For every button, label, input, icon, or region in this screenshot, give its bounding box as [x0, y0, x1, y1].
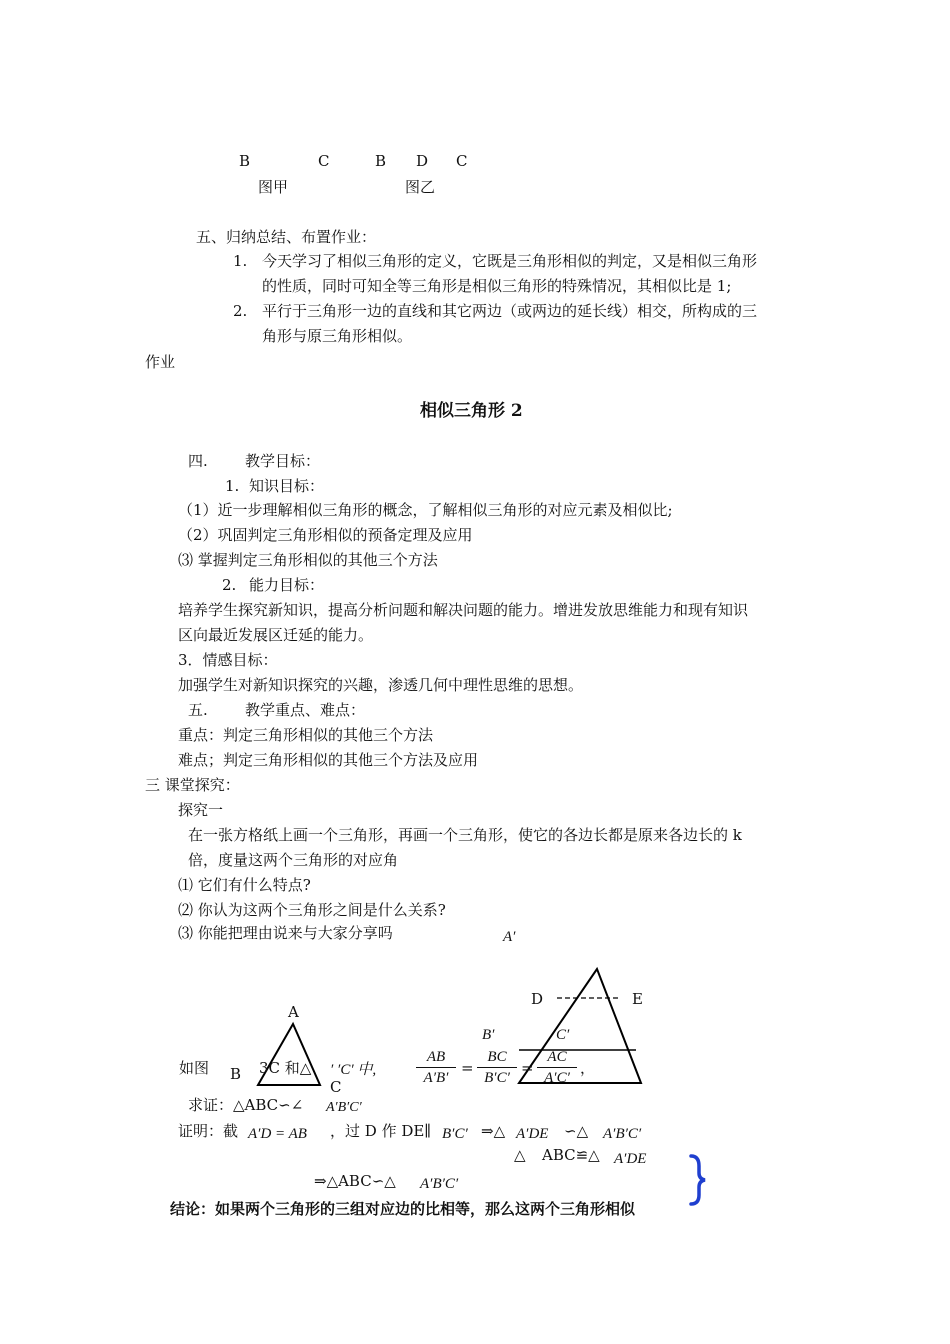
proof-step1-mid: ，过 D 作 DE∥ [330, 1122, 432, 1140]
summary-heading: 五、归纳总结、布置作业： [196, 228, 377, 246]
ability-number: 2. [222, 576, 237, 594]
explore-line1: 在一张方格纸上画一个三角形，再画一个三角形，使它的各边长都是原来各边长的 k [188, 826, 742, 844]
explore-one: 探究一 [178, 801, 224, 819]
conclusion: 结论：如果两个三角形的三组对应边的比相等，那么这两个三角形相似 [170, 1200, 636, 1218]
proof-step1-head: 证明：截 [178, 1122, 239, 1140]
equals-2: = [521, 1059, 534, 1077]
label-b: B [230, 1065, 242, 1083]
keypoint-number: 五. [188, 701, 208, 719]
homework-label: 作业 [145, 353, 176, 371]
label-b-prime: B′ [482, 1027, 495, 1043]
goal-heading-number: 四. [188, 452, 208, 470]
proof-step3-abc: A′B′C′ [420, 1176, 459, 1192]
proof-comma: ， [580, 1059, 596, 1077]
fig-label-c1: C [318, 152, 330, 170]
fraction-bc-den: B′C′ [484, 1070, 510, 1086]
proof-step1-bc: B′C′ [442, 1126, 468, 1142]
fig-label-c2: C [456, 152, 468, 170]
page-title: 相似三角形 2 [420, 401, 523, 421]
proof-step1-ad-eq-ab: A′D = AB [248, 1126, 307, 1142]
fig-label-b1: B [239, 152, 251, 170]
fraction-ac-num: AC [537, 1047, 577, 1068]
fig-caption-jia: 图甲 [258, 178, 289, 196]
fig-caption-yi: 图乙 [405, 178, 436, 196]
proof-step1-sim: ∽△ [564, 1122, 589, 1140]
proof-step2-ade: A′DE [614, 1151, 647, 1167]
fraction-ab-den: A′B′ [423, 1070, 449, 1086]
label-c: C [330, 1078, 342, 1096]
fig-label-b2: B [375, 152, 387, 170]
proof-step1-ade: A′DE [516, 1126, 549, 1142]
explore-line2: 倍，度量这两个三角形的对应角 [188, 851, 399, 869]
summary-item1-line2: 的性质，同时可知全等三角形是相似三角形的特殊情况，其相似比是 1; [262, 277, 732, 295]
emotion-heading: 3．情感目标： [178, 651, 278, 669]
goal-heading: 教学目标： [245, 452, 321, 470]
emotion-line1: 加强学生对新知识探究的兴趣，渗透几何中理性思维的思想。 [178, 676, 584, 694]
proof-rutu: 如图 [179, 1059, 210, 1077]
fraction-ac-den: A′C′ [544, 1070, 570, 1086]
proof-step2-text: ABC≌△ [542, 1146, 600, 1164]
proof-step2-symbol: △ [514, 1146, 526, 1164]
summary-item2-number: 2. [233, 302, 248, 320]
label-d: D [531, 990, 544, 1008]
proof-mid-fragment: ′ ′C′ 中, [330, 1062, 377, 1078]
fig-label-d2: D [416, 152, 429, 170]
question-3: ⑶ 你能把理由说来与大家分享吗 [178, 924, 393, 942]
proof-to-prove-tail: A′B′C′ [326, 1100, 362, 1115]
ability-line2: 区向最近发展区迁延的能力。 [178, 626, 374, 644]
keypoint-heading: 教学重点、难点： [245, 701, 366, 719]
summary-item2-line2: 角形与原三角形相似。 [262, 327, 413, 345]
label-a-prime-top: A′ [503, 929, 516, 945]
knowledge-item2: （2）巩固判定三角形相似的预备定理及应用 [178, 526, 473, 544]
difficulty-text: 难点；判定三角形相似的其他三个方法及应用 [178, 751, 479, 769]
proof-step1-abc: A′B′C′ [603, 1126, 642, 1142]
proof-bc-and: 3C 和△ [259, 1059, 312, 1077]
question-2: ⑵ 你认为这两个三角形之间是什么关系? [178, 901, 446, 919]
label-e: E [632, 990, 643, 1008]
fraction-bc-num: BC [477, 1047, 517, 1068]
knowledge-heading: 知识目标： [249, 477, 325, 495]
ability-heading: 能力目标： [249, 576, 325, 594]
explore-heading: 三 课堂探究： [145, 776, 240, 794]
proof-step1-then: ⇒△ [481, 1122, 506, 1140]
knowledge-item1: （1）近一步理解相似三角形的概念，了解相似三角形的对应元素及相似比; [178, 501, 673, 519]
summary-item2-line1: 平行于三角形一边的直线和其它两边（或两边的延长线）相交，所构成的三 [262, 302, 758, 320]
summary-item1-number: 1. [233, 252, 248, 270]
fraction-ab-num: AB [416, 1047, 456, 1068]
equals-1: = [461, 1059, 474, 1077]
label-c-prime: C′ [556, 1027, 570, 1043]
keypoint-text: 重点：判定三角形相似的其他三个方法 [178, 726, 434, 744]
proof-to-prove: 求证：△ABC∽∠ [188, 1096, 304, 1114]
question-1: ⑴ 它们有什么特点? [178, 876, 311, 894]
proof-step3-then: ⇒△ABC∽△ [314, 1172, 396, 1190]
knowledge-item3: ⑶ 掌握判定三角形相似的其他三个方法 [178, 551, 438, 569]
knowledge-number: 1. [225, 477, 240, 495]
label-a: A [288, 1003, 299, 1021]
summary-item1-line1: 今天学习了相似三角形的定义，它既是三角形相似的判定，又是相似三角形 [262, 252, 758, 270]
ability-line1: 培养学生探究新知识，提高分析问题和解决问题的能力。增进发放思维能力和现有知识 [178, 601, 749, 619]
